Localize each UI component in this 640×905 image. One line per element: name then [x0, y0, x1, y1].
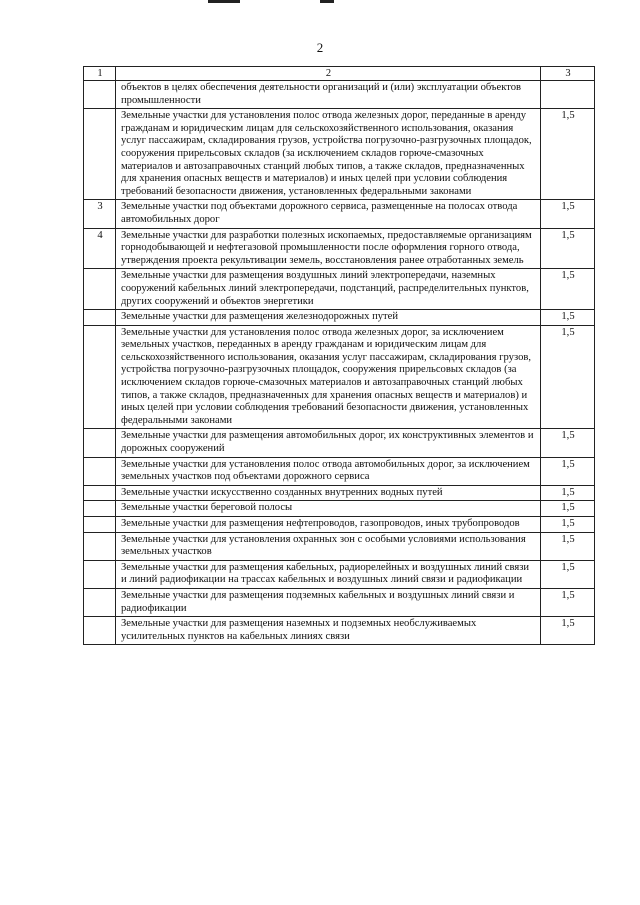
row-number [84, 532, 116, 560]
table-row [84, 109, 595, 200]
row-number [84, 325, 116, 429]
row-description: Земельные участки для размещения наземных и подземных необслуживаемых усилительных пунктов на кабельных линиях связи [116, 617, 541, 645]
row-coefficient: 1,5 [541, 269, 595, 310]
table-row [84, 617, 595, 645]
table-row [84, 532, 595, 560]
row-description: Земельные участки для установления полос отвода автомобильных дорог, за исключением земельных участков под объектами дорожного сервиса [116, 457, 541, 485]
row-description: Земельные участки для размещения воздушных линий электропередачи, наземных сооружений кабельных линий электропередачи, подстанций, распределительных пунктов, других сооружений и объектов энергетики [116, 269, 541, 310]
row-coefficient: 1,5 [541, 457, 595, 485]
row-coefficient: 1,5 [541, 228, 595, 269]
table-row [84, 81, 595, 109]
row-coefficient: 1,5 [541, 617, 595, 645]
table-row [84, 560, 595, 588]
row-description: Земельные участки для размещения железнодорожных путей [116, 310, 541, 326]
top-scan-marks [0, 0, 640, 6]
row-coefficient: 1,5 [541, 588, 595, 616]
header-col-2: 2 [116, 67, 541, 81]
row-coefficient: 1,5 [541, 532, 595, 560]
row-description: Земельные участки искусственно созданных внутренних водных путей [116, 485, 541, 501]
row-description: Земельные участки для установления полос отвода железных дорог, за исключением земельных участков, переданных в аренду гражданам и юридическим лицам для сельскохозяйственного использования, оказания услуг пассажирам, складирования грузов, устройства погрузочно-разгрузочных площадок, сооружения прирельсовых складов (за исключением складов горюче-смазочных материалов и автозаправочных станций любых типов, а также складов, предназначенных для хранения опасных веществ и материалов) и иных целей при условии соблюдения требований безопасности движения, установленных федеральными законами [116, 325, 541, 429]
row-number: 4 [84, 228, 116, 269]
row-number [84, 457, 116, 485]
row-description: Земельные участки для размещения подземных кабельных и воздушных линий связи и радиофикации [116, 588, 541, 616]
row-coefficient: 1,5 [541, 560, 595, 588]
row-number [84, 109, 116, 200]
table-row [84, 310, 595, 326]
row-number [84, 429, 116, 457]
row-coefficient: 1,5 [541, 310, 595, 326]
row-number [84, 588, 116, 616]
table-row [84, 325, 595, 429]
row-number: 3 [84, 200, 116, 228]
table-row [84, 517, 595, 533]
row-coefficient: 1,5 [541, 517, 595, 533]
row-coefficient: 1,5 [541, 325, 595, 429]
row-coefficient: 1,5 [541, 429, 595, 457]
row-coefficient: 1,5 [541, 109, 595, 200]
table-row [84, 501, 595, 517]
table-row [84, 457, 595, 485]
row-coefficient: 1,5 [541, 501, 595, 517]
row-description: объектов в целях обеспечения деятельности организаций и (или) эксплуатации объектов промышленности [116, 81, 541, 109]
row-coefficient: 1,5 [541, 485, 595, 501]
row-description: Земельные участки под объектами дорожного сервиса, размещенные на полосах отвода автомобильных дорог [116, 200, 541, 228]
row-description: Земельные участки для установления охранных зон с особыми условиями использования земельных участков [116, 532, 541, 560]
page-number: 2 [316, 40, 324, 55]
row-number [84, 617, 116, 645]
row-number [84, 81, 116, 109]
row-coefficient: 1,5 [541, 200, 595, 228]
row-number [84, 501, 116, 517]
row-number [84, 310, 116, 326]
row-description: Земельные участки для размещения нефтепроводов, газопроводов, иных трубопроводов [116, 517, 541, 533]
row-number [84, 560, 116, 588]
row-description: Земельные участки для размещения кабельных, радиорелейных и воздушных линий связи и линий радиофикации на трассах кабельных и воздушных линий связи и радиофикации [116, 560, 541, 588]
row-description: Земельные участки для установления полос отвода железных дорог, переданные в аренду гражданам и юридическим лицам для сельскохозяйственного использования, оказания услуг пассажирам, складирования грузов, устройства погрузочно-разгрузочных площадок, сооружения прирельсовых складов (за исключением складов горюче-смазочных материалов и автозаправочных станций любых типов, а также складов, предназначенных для хранения опасных веществ и материалов) и иных целей при условии соблюдения требований безопасности движения, установленных федеральными законами [116, 109, 541, 200]
table-row [84, 269, 595, 310]
header-col-3: 3 [541, 67, 595, 81]
row-description: Земельные участки береговой полосы [116, 501, 541, 517]
row-number [84, 485, 116, 501]
land-plots-table [83, 66, 595, 645]
table-row [84, 588, 595, 616]
row-number [84, 269, 116, 310]
row-description: Земельные участки для размещения автомобильных дорог, их конструктивных элементов и дорожных сооружений [116, 429, 541, 457]
row-coefficient [541, 81, 595, 109]
row-number [84, 517, 116, 533]
table-row [84, 485, 595, 501]
row-description: Земельные участки для разработки полезных ископаемых, предоставляемые организациям горнодобывающей и нефтегазовой промышленности после оформления горного отвода, утверждения проекта рекультивации земель, восстановления ранее отработанных земель [116, 228, 541, 269]
table-header-row [84, 67, 595, 81]
header-col-1: 1 [84, 67, 116, 81]
table-row [84, 429, 595, 457]
table-row [84, 228, 595, 269]
table-row [84, 200, 595, 228]
